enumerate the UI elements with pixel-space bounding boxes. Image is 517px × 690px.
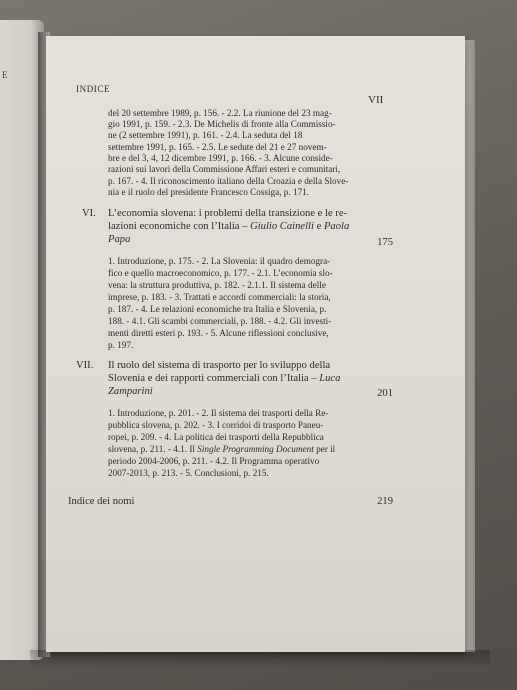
chapter-detail-line: imprese, p. 183. - 3. Trattati e accordi commerciali: la storia,: [108, 292, 331, 302]
continuation-line: nia e il ruolo del presidente Francesco Cossiga, p. 171.: [108, 187, 310, 197]
chapter-title-text: lazioni economiche con l’Italia –: [108, 221, 251, 232]
chapter-detail-text: slovena, p. 211. - 4.1. Il: [108, 444, 198, 454]
chapter-title-line: Il ruolo del sistema di trasporto per lo sviluppo della: [108, 360, 331, 371]
chapter-detail-line: vena: la struttura produttiva, p. 182. - 2.1.1. Il sistema delle: [108, 280, 326, 290]
chapter-number: VII.: [76, 360, 94, 371]
left-page-letter: E: [2, 70, 8, 80]
chapter-author-conj: e: [313, 221, 324, 232]
continuation-line: razioni sui lavori della Commissione Affari esteri e comunitari,: [108, 164, 341, 174]
chapter-title-line: [108, 386, 153, 399]
chapter-detail-line: 2007-2013, p. 213. - 5. Conclusioni, p. 215.: [108, 468, 269, 478]
chapter-detail-line: 1. Introduzione, p. 175. - 2. La Slovenia: il quadro demogra-: [108, 256, 331, 266]
chapter-author: Papa: [108, 234, 131, 245]
chapter-title-line: [108, 373, 340, 386]
chapter-author: Giulio Cainelli: [250, 221, 314, 232]
page-number: VII: [368, 94, 384, 106]
chapter-detail-line: pubblica slovena, p. 202. - 3. I corridoi di trasporto Paneu-: [108, 420, 324, 430]
chapter-title-line: [108, 221, 349, 234]
chapter-detail-line: 1. Introduzione, p. 201. - 2. Il sistema dei trasporti della Re-: [108, 408, 329, 418]
chapter-detail-line: p. 197.: [108, 340, 134, 350]
chapter-author: Luca: [319, 373, 341, 384]
continuation-line: ne (2 settembre 1991), p. 161. - 2.4. La seduta del 18: [108, 130, 303, 140]
chapter-page: 175: [377, 237, 393, 248]
chapter-number: VI.: [82, 208, 96, 219]
continuation-line: bre e del 3, 4, 12 dicembre 1991, p. 166. - 3. Alcune conside-: [108, 153, 333, 163]
chapter-detail-line: [108, 444, 335, 455]
chapter-detail-line: periodo 2004-2006, p. 211. - 4.2. Il Programma operativo: [108, 456, 320, 466]
continuation-line: del 20 settembre 1989, p. 156. - 2.2. La riunione del 23 mag-: [108, 108, 332, 118]
chapter-detail-text: per il: [313, 444, 336, 454]
index-page: 219: [377, 496, 393, 507]
continuation-line: p. 167. - 4. Il riconoscimento italiano della Croazia e della Slove-: [108, 176, 349, 186]
page-stack-edge: [465, 40, 475, 652]
chapter-title-line: [108, 234, 130, 247]
chapter-title-line: L’economia slovena: i problemi della transizione e le re-: [108, 208, 348, 219]
chapter-title-text: Slovenia e dei rapporti commerciali con l’Italia –: [108, 373, 320, 384]
chapter-detail-line: fico e quello macroeconomico, p. 177. - 2.1. L’economia slo-: [108, 268, 333, 278]
chapter-page: 201: [377, 388, 393, 399]
chapter-author: Paola: [323, 221, 350, 232]
book-shadow: [30, 650, 490, 670]
chapter-detail-line: p. 187. - 4. Le relazioni economiche tra Italia e Slovenia, p.: [108, 304, 327, 314]
chapter-detail-italic: Single Programming Document: [197, 444, 314, 454]
running-head: INDICE: [76, 84, 111, 94]
continuation-line: gio 1991, p. 159. - 2.3. De Michelis di fronte alla Commissio-: [108, 119, 336, 129]
index-label: Indice dei nomi: [68, 496, 135, 507]
chapter-detail-line: ropei, p. 209. - 4. La politica dei trasporti della Repubblica: [108, 432, 324, 442]
chapter-detail-line: 188. - 4.1. Gli scambi commerciali, p. 188. - 4.2. Gli investi-: [108, 316, 332, 326]
continuation-line: settembre 1991, p. 165. - 2.5. Le sedute del 21 e 27 novem-: [108, 142, 327, 152]
book-page: [46, 36, 465, 652]
chapter-detail-line: menti diretti esteri p. 193. - 5. Alcune riflessioni conclusive,: [108, 328, 329, 338]
chapter-author: Zamparini: [108, 386, 153, 397]
